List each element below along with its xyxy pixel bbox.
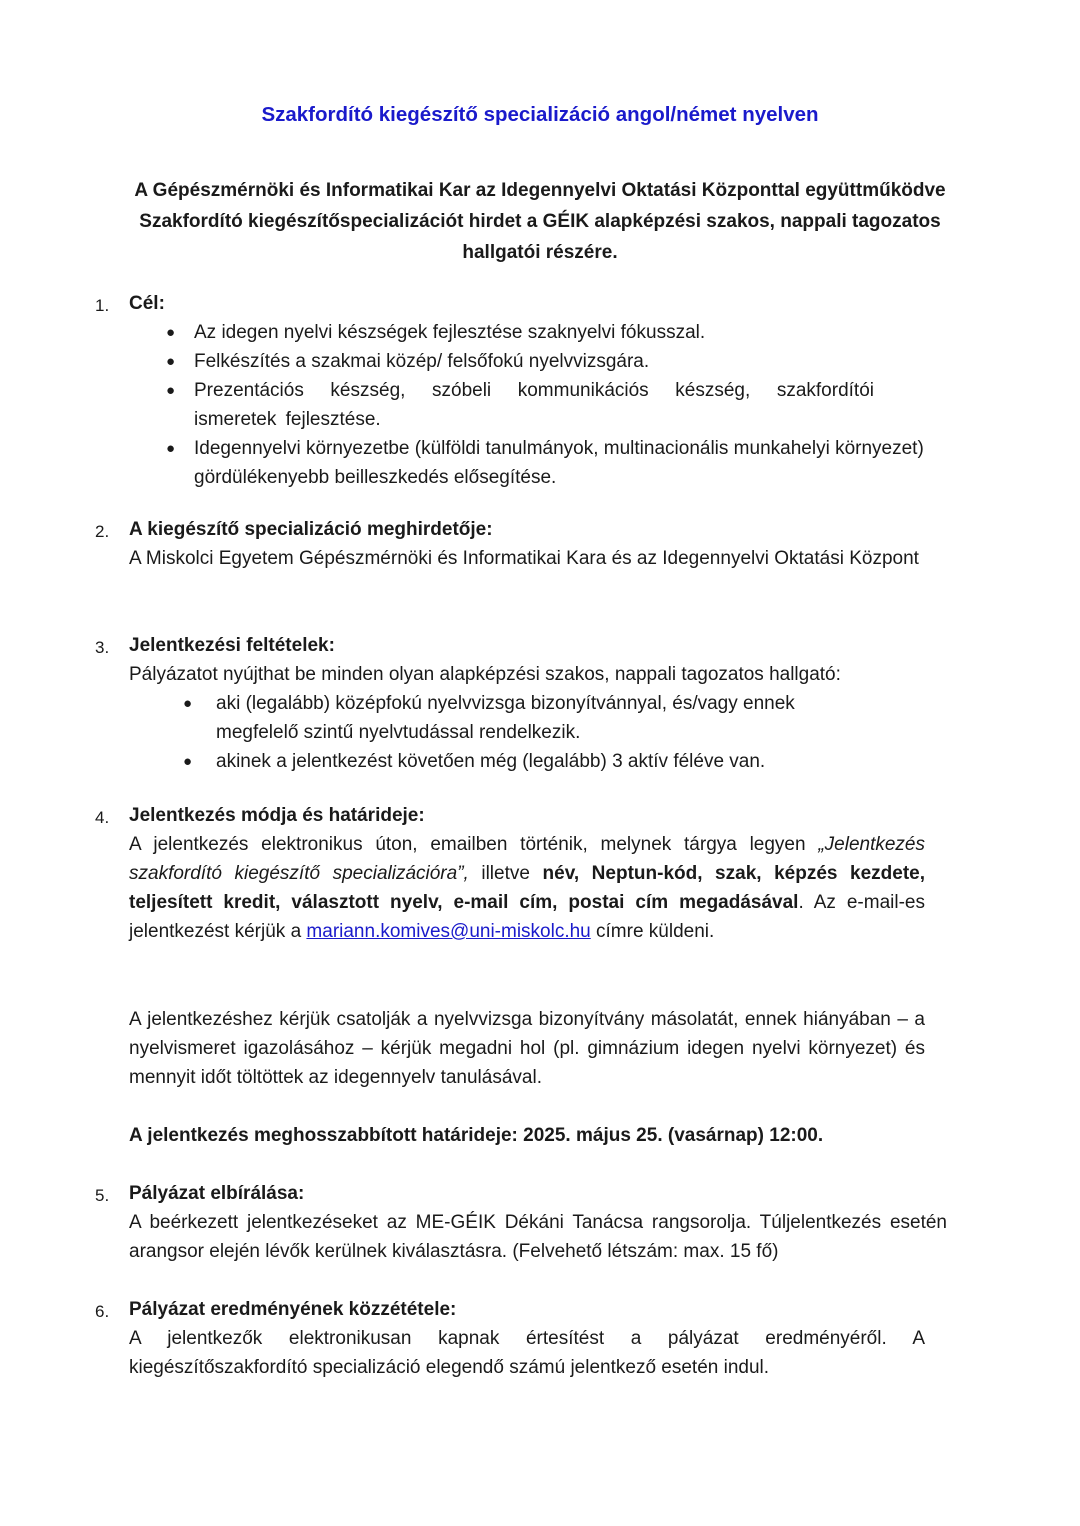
conditions-bullet-list <box>183 689 876 776</box>
section-number: 2. <box>95 522 110 541</box>
application-paragraph: A jelentkezés elektronikus úton, emailben történik, melynek tárgya legyen „Jelentkezés szakfordító kiegészítő specializációra”, illetve név, Neptun-kód, szak, képzés kezdete, teljesített kredit, választott nyelv, e-mail cím, postai cím megadásával. Az e-mail-es jelentkezést kérjük a mariann.komives@uni-miskolc.hu címre küldeni. <box>129 834 925 942</box>
goal-bullet-list <box>166 318 954 492</box>
bullet-icon: ● <box>183 695 193 712</box>
email-link[interactable]: mariann.komives@uni-miskolc.hu <box>306 921 591 942</box>
list-item: ● aki (legalább) középfokú nyelvvizsga bizonyítvánnyal, és/vagy ennek megfelelő szintű nyelvtudással rendelkezik. <box>216 689 876 747</box>
section-number: 6. <box>95 1302 110 1321</box>
intro-paragraph: A Gépészmérnöki és Informatikai Kar az Idegennyelvi Oktatási Központtal együttműködve Szakfordító kiegészítőspecializációt hirdet a GÉIK alapképzési szakos, nappali tagozatos hallgatói részére. <box>134 180 946 263</box>
bullet-icon: ● <box>166 440 176 457</box>
bullet-icon: ● <box>166 382 176 399</box>
section-number: 3. <box>95 638 110 657</box>
section-heading: Cél: <box>129 293 165 314</box>
required-data: név, Neptun-kód, szak, képzés kezdete, teljesített kredit, választott nyelv, e-mail cím, postai cím megadásával <box>129 863 925 913</box>
section-heading: Jelentkezés módja és határideje: <box>129 805 425 826</box>
deadline-text: A jelentkezés meghosszabbított határideje: 2025. május 25. (vasárnap) 12:00. <box>129 1125 824 1146</box>
bullet-icon: ● <box>166 324 176 341</box>
section-number: 4. <box>95 808 110 827</box>
attachment-paragraph: A jelentkezéshez kérjük csatolják a nyelvvizsga bizonyítvány másolatát, ennek hiányában – a nyelvismeret igazolásához – kérjük megadni hol (pl. gimnázium idegen nyelvi környezet) és mennyit időt töltöttek az idegennyelv tanulásával. <box>129 1009 925 1088</box>
evaluation-text: A beérkezett jelentkezéseket az ME-GÉIK Dékáni Tanácsa rangsorolja. Túljelentkezés esetén arangsor elején lévők kerülnek kiválasztásra. (Felvehető létszám: max. 15 fő) <box>129 1212 947 1262</box>
organizer-text: A Miskolci Egyetem Gépészmérnöki és Informatikai Kara és az Idegennyelvi Oktatási Központ <box>129 548 919 569</box>
list-item: ● akinek a jelentkezést követően még (legalább) 3 aktív féléve van. <box>216 747 876 776</box>
bullet-icon: ● <box>166 353 176 370</box>
section-heading: Jelentkezési feltételek: <box>129 635 335 656</box>
bullet-icon: ● <box>183 753 193 770</box>
section-heading: A kiegészítő specializáció meghirdetője: <box>129 519 493 540</box>
results-text: A jelentkezők elektronikusan kapnak értesítést a pályázat eredményéről. A kiegészítőszakfordító specializáció elegendő számú jelentkező esetén indul. <box>129 1328 925 1378</box>
subject-line: „Jelentkezés szakfordító kiegészítő specializációra”, <box>129 834 925 884</box>
section-heading: Pályázat eredményének közzététele: <box>129 1299 457 1320</box>
section-heading: Pályázat elbírálása: <box>129 1183 305 1204</box>
conditions-text: Pályázatot nyújthat be minden olyan alapképzési szakos, nappali tagozatos hallgató: <box>129 664 841 685</box>
list-item: ● Felkészítés a szakmai közép/ felsőfokú nyelvvizsgára. <box>194 347 954 376</box>
list-item: ● Az idegen nyelvi készségek fejlesztése szaknyelvi fókusszal. <box>194 318 954 347</box>
section-number: 5. <box>95 1186 110 1205</box>
list-item: ● Prezentációs készség, szóbeli kommunikációs készség, szakfordítói ismeretek fejlesztése. <box>194 376 874 434</box>
section-number: 1. <box>95 296 110 315</box>
document-title: Szakfordító kiegészítő specializáció angol/német nyelven <box>261 103 819 126</box>
list-item: ● Idegennyelvi környezetbe (külföldi tanulmányok, multinacionális munkahelyi környezet) gördülékenyebb beilleszkedés elősegítése. <box>194 434 954 492</box>
